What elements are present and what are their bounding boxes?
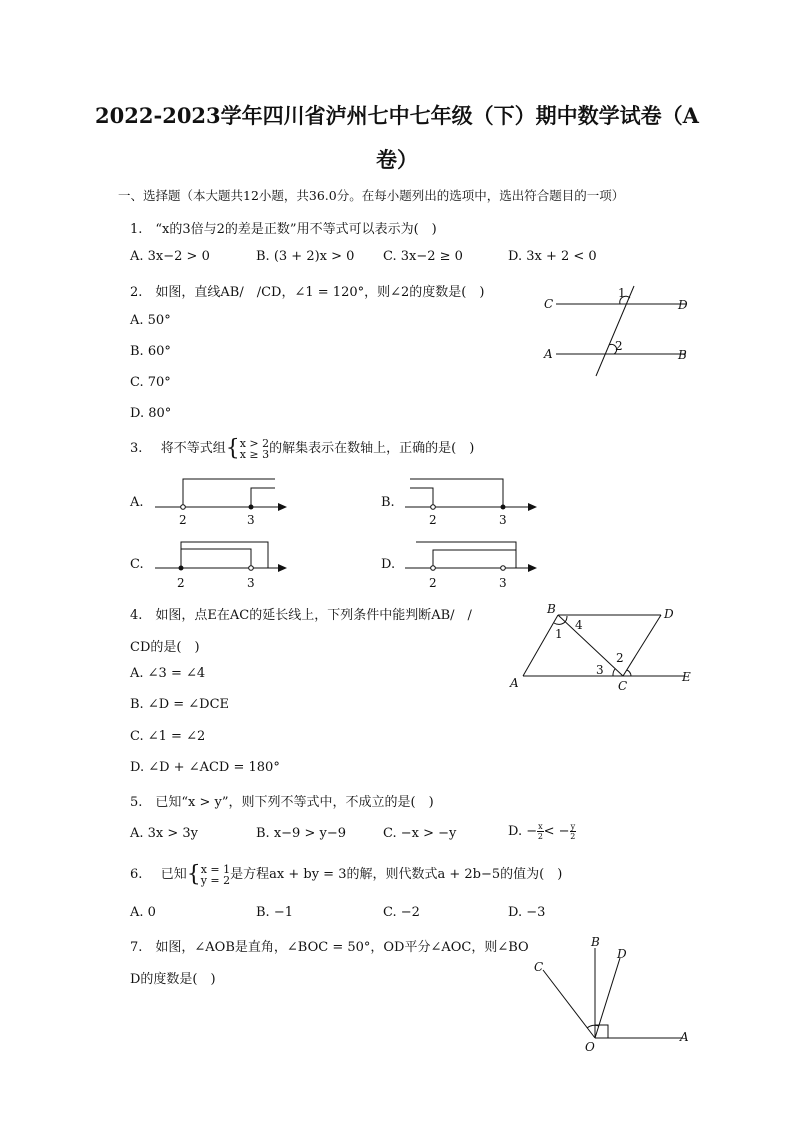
question-1: 1. “x的3倍与2的差是正数”用不等式可以表示为( )	[130, 222, 437, 237]
q3-number-line-d	[400, 535, 545, 595]
q2-angle-2: 2	[615, 339, 623, 353]
q3-ineq-2: x ≥ 3	[239, 447, 270, 461]
q4-option-a: A. ∠3 = ∠4	[130, 666, 206, 681]
q5-option-c: C. −x > −y	[383, 826, 457, 841]
title-line-1: 2022-2023学年四川省泸州七中七年级（下）期中数学试卷（A	[95, 103, 699, 128]
question-6: 6. 已知{ x = 1 y = 2 是方程ax + by = 3的解，则代数式a + 2b−5的值为( )	[130, 862, 563, 887]
q2-label-c: C	[544, 297, 554, 311]
q3-option-d-label: D.	[381, 557, 396, 572]
q2-option-b: B. 60°	[130, 344, 171, 359]
q3-option-a-label: A.	[130, 495, 144, 510]
q4-angle-3: 3	[596, 663, 604, 677]
q1-option-d: D. 3x + 2 < 0	[508, 249, 597, 264]
q2-figure	[536, 280, 706, 380]
q2-option-c: C. 70°	[130, 375, 171, 390]
q5-d-num-2: y	[570, 822, 576, 831]
q4-label-a: A	[510, 676, 519, 690]
q3a-tick-2: 2	[179, 513, 187, 527]
question-2: 2. 如图，直线AB/ /CD，∠1 = 120°，则∠2的度数是( )	[130, 285, 485, 300]
q6-number: 6.	[130, 867, 143, 882]
q5-d-den-2: 2	[570, 832, 576, 841]
q1-option-c: C. 3x−2 ≥ 0	[383, 249, 463, 264]
q6-option-a: A. 0	[130, 905, 156, 920]
q3a-tick-3: 3	[247, 513, 255, 527]
q3-system	[240, 438, 269, 460]
q3-ineq-1: x > 2	[239, 436, 270, 450]
q7-label-o: O	[585, 1040, 595, 1054]
q5-d-den-1: 2	[537, 832, 543, 841]
q5-option-a: A. 3x > 3y	[130, 826, 199, 841]
q3-number-line-a	[150, 472, 295, 532]
q2-label-a: A	[544, 347, 553, 361]
q3d-open-dot	[431, 566, 436, 571]
q4-angle-4: 4	[575, 618, 583, 632]
q4-option-b: B. ∠D = ∠DCE	[130, 697, 230, 712]
q3c-tick-2: 2	[177, 576, 185, 590]
q6-option-c: C. −2	[383, 905, 420, 920]
q4-option-d: D. ∠D + ∠ACD = 180°	[130, 760, 280, 775]
q7-label-d: D	[617, 947, 627, 961]
q6-option-d: D. −3	[508, 905, 546, 920]
q6-eq-1: x = 1	[200, 862, 231, 876]
q3b-solid-dot	[501, 505, 506, 510]
q3-option-b-label: B.	[381, 495, 395, 510]
question-7-line-2: D的度数是( )	[130, 972, 216, 987]
q4-label-d: D	[664, 607, 674, 621]
q3-text-after: 的解集表示在数轴上，正确的是( )	[269, 441, 475, 456]
question-3: 3. 将不等式组{ x > 2 x ≥ 3 的解集表示在数轴上，正确的是( )	[130, 436, 475, 461]
q4-label-e: E	[682, 670, 691, 684]
q6-system	[201, 864, 230, 886]
question-4-line-2: CD的是( )	[130, 640, 200, 655]
question-5: 5. 已知“x > y”，则下列不等式中，不成立的是( )	[130, 795, 434, 810]
q5-d-frac-2	[570, 822, 577, 841]
q4-angle-2: 2	[616, 651, 624, 665]
q7-figure	[525, 930, 705, 1055]
section-heading: 一、选择题（本大题共12小题，共36.0分。在每小题列出的选项中，选出符合题目的一项）	[118, 188, 625, 203]
q3-number-line-b	[400, 472, 545, 532]
q2-label-d: D	[678, 298, 688, 312]
q4-figure	[505, 598, 705, 698]
q3-number-line-c	[150, 535, 295, 595]
question-4-line-1: 4. 如图，点E在AC的延长线上，下列条件中能判断AB/ /	[130, 608, 472, 623]
q4-label-c: C	[618, 679, 628, 693]
q2-label-b: B	[678, 348, 687, 362]
q3-number: 3.	[130, 441, 143, 456]
q3-option-c-label: C.	[130, 557, 144, 572]
q5-option-b: B. x−9 > y−9	[256, 826, 346, 841]
q5-d-prefix: D. −	[508, 824, 538, 839]
q3c-open-dot	[249, 566, 254, 571]
q3d-tick-3: 3	[499, 576, 507, 590]
title-line-2: 卷）	[376, 147, 418, 172]
q4-label-b: B	[547, 602, 556, 616]
q2-option-a: A. 50°	[130, 313, 171, 328]
q7-label-c: C	[534, 960, 544, 974]
q7-label-b: B	[591, 935, 600, 949]
q3b-open-dot	[431, 505, 436, 510]
q4-angle-1: 1	[555, 627, 563, 641]
q2-angle-1: 1	[618, 286, 626, 300]
q3a-open-dot	[181, 505, 186, 510]
q6-text-before: 已知	[160, 867, 187, 882]
q6-text-after: 是方程ax + by = 3的解，则代数式a + 2b−5的值为( )	[230, 867, 563, 882]
q3a-solid-dot	[249, 505, 254, 510]
page-title	[60, 94, 734, 182]
q5-d-mid: < −	[543, 824, 570, 839]
q3c-tick-3: 3	[247, 576, 255, 590]
q3-text-before: 将不等式组	[160, 441, 226, 456]
q5-d-num-1: x	[538, 822, 543, 831]
q3b-tick-2: 2	[429, 513, 437, 527]
q1-option-a: A. 3x−2 > 0	[130, 249, 210, 264]
q6-option-b: B. −1	[256, 905, 293, 920]
question-7-line-1: 7. 如图，∠AOB是直角，∠BOC = 50°，OD平分∠AOC，则∠BO	[130, 940, 529, 955]
q4-option-c: C. ∠1 = ∠2	[130, 729, 206, 744]
q3d-open-dot-2	[501, 566, 506, 571]
q2-option-d: D. 80°	[130, 406, 172, 421]
q6-eq-2: y = 2	[200, 873, 231, 887]
q5-option-d	[508, 822, 576, 841]
q3d-tick-2: 2	[429, 576, 437, 590]
q1-option-b: B. (3 + 2)x > 0	[256, 249, 355, 264]
q7-label-a: A	[680, 1030, 689, 1044]
q3c-solid-dot	[179, 566, 184, 571]
q3b-tick-3: 3	[499, 513, 507, 527]
